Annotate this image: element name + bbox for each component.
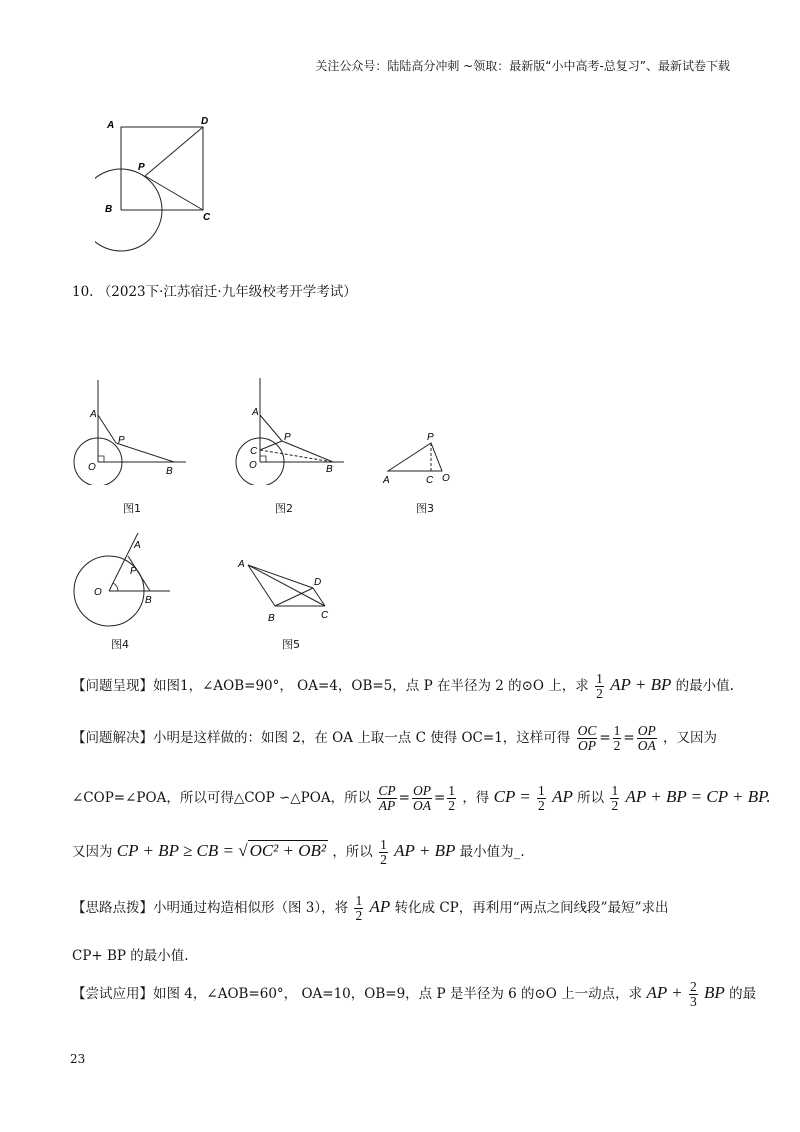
point-label-b: B [326, 464, 333, 475]
figure-2 [228, 375, 353, 485]
figure-4 [68, 528, 178, 628]
expr: AP + BP [394, 841, 456, 861]
point-label-a: A [383, 475, 390, 486]
fraction-half: $\frac{1}{2}$ [448, 783, 456, 814]
point-label-d: D [201, 116, 209, 127]
text: 【问题呈现】如图1，∠AOB=90°， OA=4，OB=5，点 P 在半径为 2 的⊙O 上，求 [72, 678, 589, 695]
figure-1 [68, 375, 193, 485]
point-label-o: O [249, 460, 257, 471]
expr: AP + BP = CP + BP. [625, 787, 771, 807]
expr: CP + BP ≥ CB = [116, 841, 234, 861]
paragraph-similar: ∠COP=∠POA，所以可得△COP ∽△POA，所以 $\frac{CP}{AP}$ = $\frac{OP}{OA}$ = $\frac{1}{2}$ ，得 CP = $\frac{1}{2}$ AP 所以 $\frac{1}{2}$ AP + BP = CP + BP. [72, 783, 771, 814]
point-label-a: A [90, 409, 97, 420]
point-label-a: A [252, 407, 259, 418]
page-number: 23 [70, 1052, 86, 1066]
fraction-oc-op: $\frac{OC}{OP}$ [577, 723, 597, 754]
expr: CP = [493, 787, 531, 807]
point-label-a: A [238, 559, 245, 570]
figure-square-circle [95, 110, 225, 255]
point-label-o: O [88, 462, 96, 473]
paragraph-apply [72, 980, 756, 1009]
fraction-half: $\frac{1}{2}$ [611, 783, 619, 814]
expr: AP + [646, 983, 683, 1003]
expr: AP [552, 787, 573, 807]
point-label-c: C [426, 475, 434, 486]
text: ∠COP=∠POA，所以可得△COP ∽△POA，所以 [72, 790, 372, 807]
point-label-a: A [134, 540, 141, 551]
point-label-d: D [314, 577, 322, 588]
fraction-two-thirds: $\frac{2}{3}$ [689, 979, 697, 1010]
text: 【问题解决】小明是这样做的：如图 2，在 OA 上取一点 C 使得 OC=1，这样可得 [72, 730, 571, 747]
text: 最小值为_. [459, 844, 525, 861]
point-label-o: O [94, 587, 102, 598]
point-label-b: B [105, 204, 113, 215]
fraction-half: $\frac{1}{2}$ [538, 783, 545, 814]
expr: BP [704, 983, 725, 1003]
paragraph-solution: 【问题解决】小明是这样做的：如图 2，在 OA 上取一点 C 使得 OC=1，这样可得 $\frac{OC}{OP}$ = $\frac{1}{2}$ = $\frac{OP}{OA}$ ，又因为 [72, 723, 718, 754]
text: ，所以 [332, 844, 373, 861]
point-label-o: O [442, 473, 450, 484]
page-header: 关注公众号：陆陆高分冲刺 ~领取：最新版“小中高考-总复习”、最新试卷下载 [315, 59, 730, 73]
text: 的最小值. [675, 678, 734, 695]
text: 的最 [729, 986, 757, 1003]
figure-2-caption: 图2 [275, 502, 293, 515]
point-label-c: C [250, 446, 258, 457]
point-label-p: P [130, 566, 137, 577]
figure-3-caption: 图3 [416, 502, 434, 515]
point-label-p: P [427, 432, 434, 443]
fraction-half: $\frac{1}{2}$ [596, 671, 603, 702]
point-label-b: B [166, 466, 173, 477]
question-heading [72, 280, 357, 300]
point-label-p: P [138, 162, 145, 173]
question-source: （2023下·江苏宿迁·九年级校考开学考试） [97, 284, 357, 300]
point-label-b: B [268, 613, 275, 624]
figure-1-caption: 图1 [123, 502, 141, 515]
fraction-half: $\frac{1}{2}$ [613, 723, 621, 754]
fraction-half: $\frac{1}{2}$ [380, 837, 387, 868]
text: 【思路点拨】小明通过构造相似形（图 3），将 [72, 900, 349, 917]
point-label-c: C [203, 212, 211, 223]
paragraph-hint-cont: CP+ BP 的最小值. [72, 948, 189, 964]
point-label-p: P [118, 435, 125, 446]
figure-5 [228, 555, 338, 627]
expr: AP [369, 897, 391, 917]
text: 所以 [577, 790, 605, 807]
point-label-b: B [145, 595, 152, 606]
fraction-op-oa: $\frac{OP}{OA}$ [637, 723, 656, 754]
fraction-op-oa: $\frac{OP}{OA}$ [412, 783, 431, 814]
sqrt-expr: OC² + OB² [249, 841, 327, 861]
question-number: 10. [72, 284, 94, 300]
point-label-p: P [284, 432, 291, 443]
paragraph-inequality: 又因为 CP + BP ≥ CB = √ OC² + OB² ，所以 $\frac{1}{2}$ AP + BP 最小值为_. [72, 837, 525, 868]
figure-5-caption: 图5 [282, 638, 300, 651]
text: ，得 [462, 790, 490, 807]
fraction-half: $\frac{1}{2}$ [355, 893, 363, 924]
text: 又因为 [72, 844, 113, 861]
text: ，又因为 [663, 730, 718, 747]
figure-3 [378, 425, 458, 487]
paragraph-problem [72, 672, 734, 701]
text: 【尝试应用】如图 4，∠AOB=60°， OA=10，OB=9，点 P 是半径为 6 的⊙O 上一动点，求 [72, 986, 643, 1003]
text: 转化成 CP，再利用“两点之间线段”最短”求出 [394, 900, 669, 917]
point-label-a: A [107, 120, 115, 131]
paragraph-hint [72, 894, 668, 923]
figure-4-caption: 图4 [111, 638, 129, 651]
point-label-c: C [321, 610, 329, 621]
expr: AP + BP [610, 675, 672, 695]
fraction-cp-ap: $\frac{CP}{AP}$ [378, 783, 396, 814]
